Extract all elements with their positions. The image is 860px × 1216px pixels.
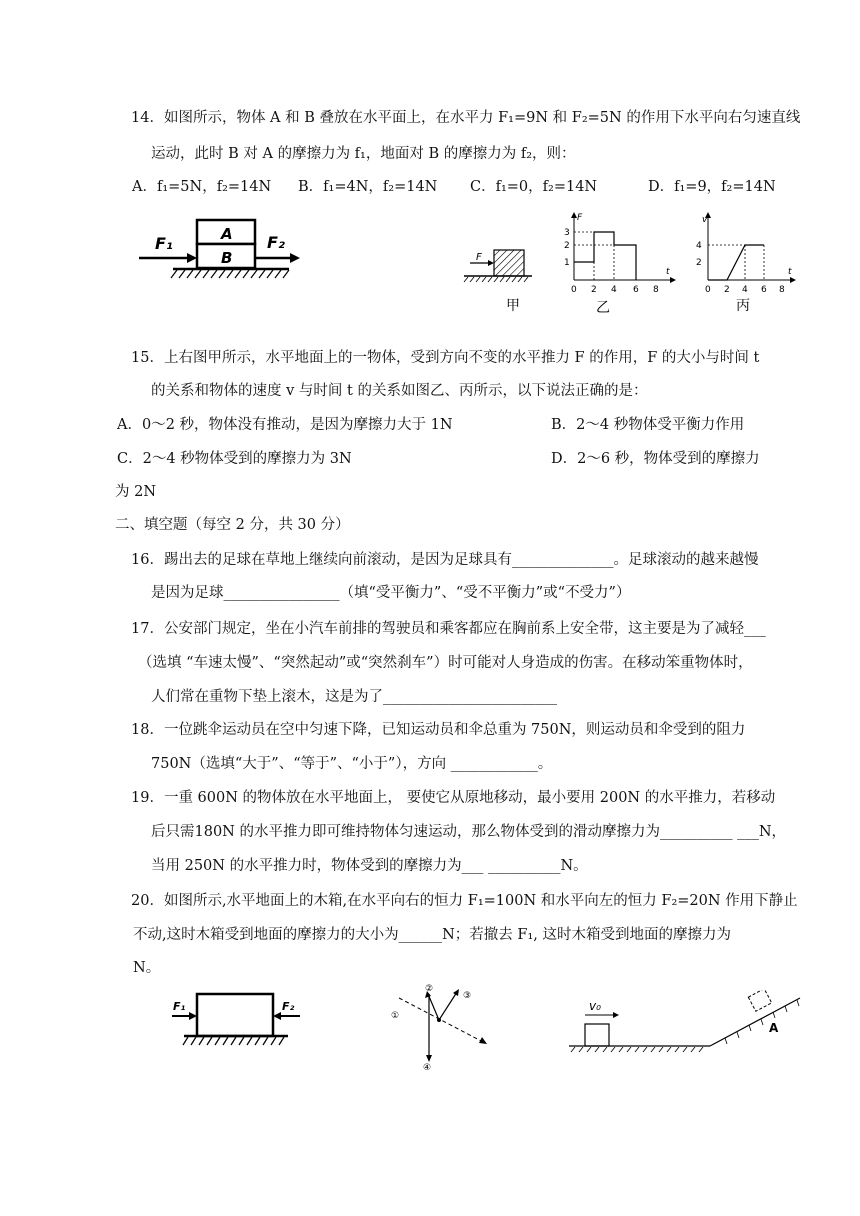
q19-line1: 19．一重 600N 的物体放在水平地面上， 要使它从原地移动，最小要用 200N 的水平推力，若移动 xyxy=(131,790,776,806)
bing-velocity-line xyxy=(708,245,764,280)
yi-xtick-6: 6 xyxy=(633,285,639,295)
q14-figure-blocks xyxy=(135,214,305,284)
q14-option-a: A．f₁=5N，f₂=14N xyxy=(132,179,272,195)
yi-xtick-8: 8 xyxy=(653,285,659,295)
yi-xtick-0: 0 xyxy=(571,285,577,295)
section2-heading: 二、填空题（每空 2 分，共 30 分） xyxy=(115,517,350,533)
q20-line3: N。 xyxy=(133,960,161,976)
yi-axis-f: F xyxy=(577,213,583,223)
jia-f-label: F xyxy=(476,252,482,263)
yi-xtick-2: 2 xyxy=(591,285,597,295)
bing-ytick-4: 4 xyxy=(696,241,702,251)
yi-caption: 乙 xyxy=(596,300,610,316)
q14-option-c: C．f₁=0，f₂=14N xyxy=(470,179,598,195)
bing-xtick-0: 0 xyxy=(705,285,711,295)
q14-line2: 运动，此时 B 对 A 的摩擦力为 f₁，地面对 B 的摩擦力为 f₂，则： xyxy=(151,146,576,162)
block-on-incline-dashed xyxy=(748,990,771,1011)
bing-xtick-8: 8 xyxy=(779,285,785,295)
wooden-box xyxy=(197,994,273,1036)
direction-figure xyxy=(385,980,505,1070)
ground-hatch xyxy=(171,270,289,278)
label-a: A xyxy=(221,225,233,243)
q15-line2: 的关系和物体的速度 v 与时间 t 的关系如图乙、丙所示，以下说法正确的是： xyxy=(151,383,648,399)
fig-bing xyxy=(690,210,810,320)
v0-label: v₀ xyxy=(589,999,601,1013)
box-label-f2: F₂ xyxy=(282,1000,295,1013)
circle-label-4: ④ xyxy=(423,1063,432,1070)
box-label-f1: F₁ xyxy=(173,1000,186,1013)
jia-block xyxy=(494,250,524,276)
q15-line1: 15．上右图甲所示，水平地面上的一物体，受到方向不变的水平推力 F 的作用，F 的大小与时间 t xyxy=(131,350,760,366)
q14-option-b: B．f₁=4N，f₂=14N xyxy=(298,179,438,195)
q16-line2: 是因为足球________________（填“受平衡力”、“受不平衡力”或“不受力”） xyxy=(151,585,631,601)
q19-line3: 当用 250N 的水平推力时，物体受到的摩擦力为___ __________N。 xyxy=(151,858,588,874)
bing-xtick-4: 4 xyxy=(742,285,748,295)
yi-step-line xyxy=(574,232,636,280)
circle-label-1: ① xyxy=(391,1011,400,1021)
incline-figure xyxy=(565,990,810,1060)
point-a-label: A xyxy=(769,1021,779,1035)
jia-caption: 甲 xyxy=(506,298,520,314)
circle-label-3: ③ xyxy=(463,991,472,1001)
fig-jia xyxy=(460,240,540,320)
bing-axis-t: t xyxy=(788,267,792,277)
q17-line3: 人们常在重物下垫上滚木，这是为了________________________ xyxy=(151,689,557,705)
q14-line1: 14．如图所示，物体 A 和 B 叠放在水平面上，在水平力 F₁=9N 和 F₂=5N 的作用下水平向右匀速直线 xyxy=(131,110,801,126)
yi-xtick-4: 4 xyxy=(611,285,617,295)
circle-label-2: ② xyxy=(425,984,434,994)
q15-option-c: C．2～4 秒物体受到的摩擦力为 3N xyxy=(117,451,352,467)
q17-line2: （选填 “车速太慢”、“突然起动”或“突然刹车”）时可能对人身造成的伤害。在移动笨重物体时， xyxy=(138,655,753,671)
yi-ytick-2: 2 xyxy=(564,241,570,251)
label-b: B xyxy=(221,249,233,267)
bing-ytick-2: 2 xyxy=(696,258,702,268)
q16-line1: 16．踢出去的足球在草地上继续向前滚动，是因为足球具有______________。足球滚动的越来越慢 xyxy=(131,552,759,568)
q15-option-b: B．2～4 秒物体受平衡力作用 xyxy=(551,417,745,433)
q19-line2: 后只需180N 的水平推力即可维持物体匀速运动，那么物体受到的滑动摩擦力为__________ ___N， xyxy=(151,824,787,840)
yi-ytick-1: 1 xyxy=(564,258,570,268)
q17-line1: 17．公安部门规定，坐在小汽车前排的驾驶员和乘客都应在胸前系上安全带，这主要是为了减轻___ xyxy=(131,621,766,637)
bing-xtick-2: 2 xyxy=(724,285,730,295)
fig-yi xyxy=(560,210,680,320)
yi-ytick-3: 3 xyxy=(564,228,570,238)
q20-line1: 20．如图所示,水平地面上的木箱,在水平向右的恒力 F₁=100N 和水平向左的恒力 F₂=20N 作用下静止 xyxy=(131,893,798,909)
arrow-3 xyxy=(439,992,457,1020)
q14-option-d: D．f₁=9，f₂=14N xyxy=(648,179,776,195)
moving-block xyxy=(585,1024,609,1046)
q15-option-a: A．0～2 秒，物体没有推动，是因为摩擦力大于 1N xyxy=(117,417,453,433)
label-f2: F₂ xyxy=(267,233,285,252)
q18-line1: 18．一位跳伞运动员在空中匀速下降，已知运动员和伞总重为 750N，则运动员和伞受到的阻力 xyxy=(131,722,746,738)
bing-axis-v: v xyxy=(702,215,708,225)
bing-xtick-6: 6 xyxy=(761,285,767,295)
q15-option-d: D．2～6 秒，物体受到的摩擦力 xyxy=(551,451,760,467)
q18-line2: 750N（选填“大于”、“等于”、“小于”），方向 ____________。 xyxy=(151,756,553,772)
q20-figure-box xyxy=(170,990,305,1055)
label-f1: F₁ xyxy=(155,234,173,253)
incline-surface xyxy=(710,998,800,1046)
q20-line2: 不动,这时木箱受到地面的摩擦力的大小为______N；若撤去 F₁, 这时木箱受到地面的摩擦力为 xyxy=(133,927,731,943)
yi-axis-t: t xyxy=(666,267,670,277)
q15-option-d-cont: 为 2N xyxy=(115,484,157,500)
bing-caption: 丙 xyxy=(736,298,750,314)
